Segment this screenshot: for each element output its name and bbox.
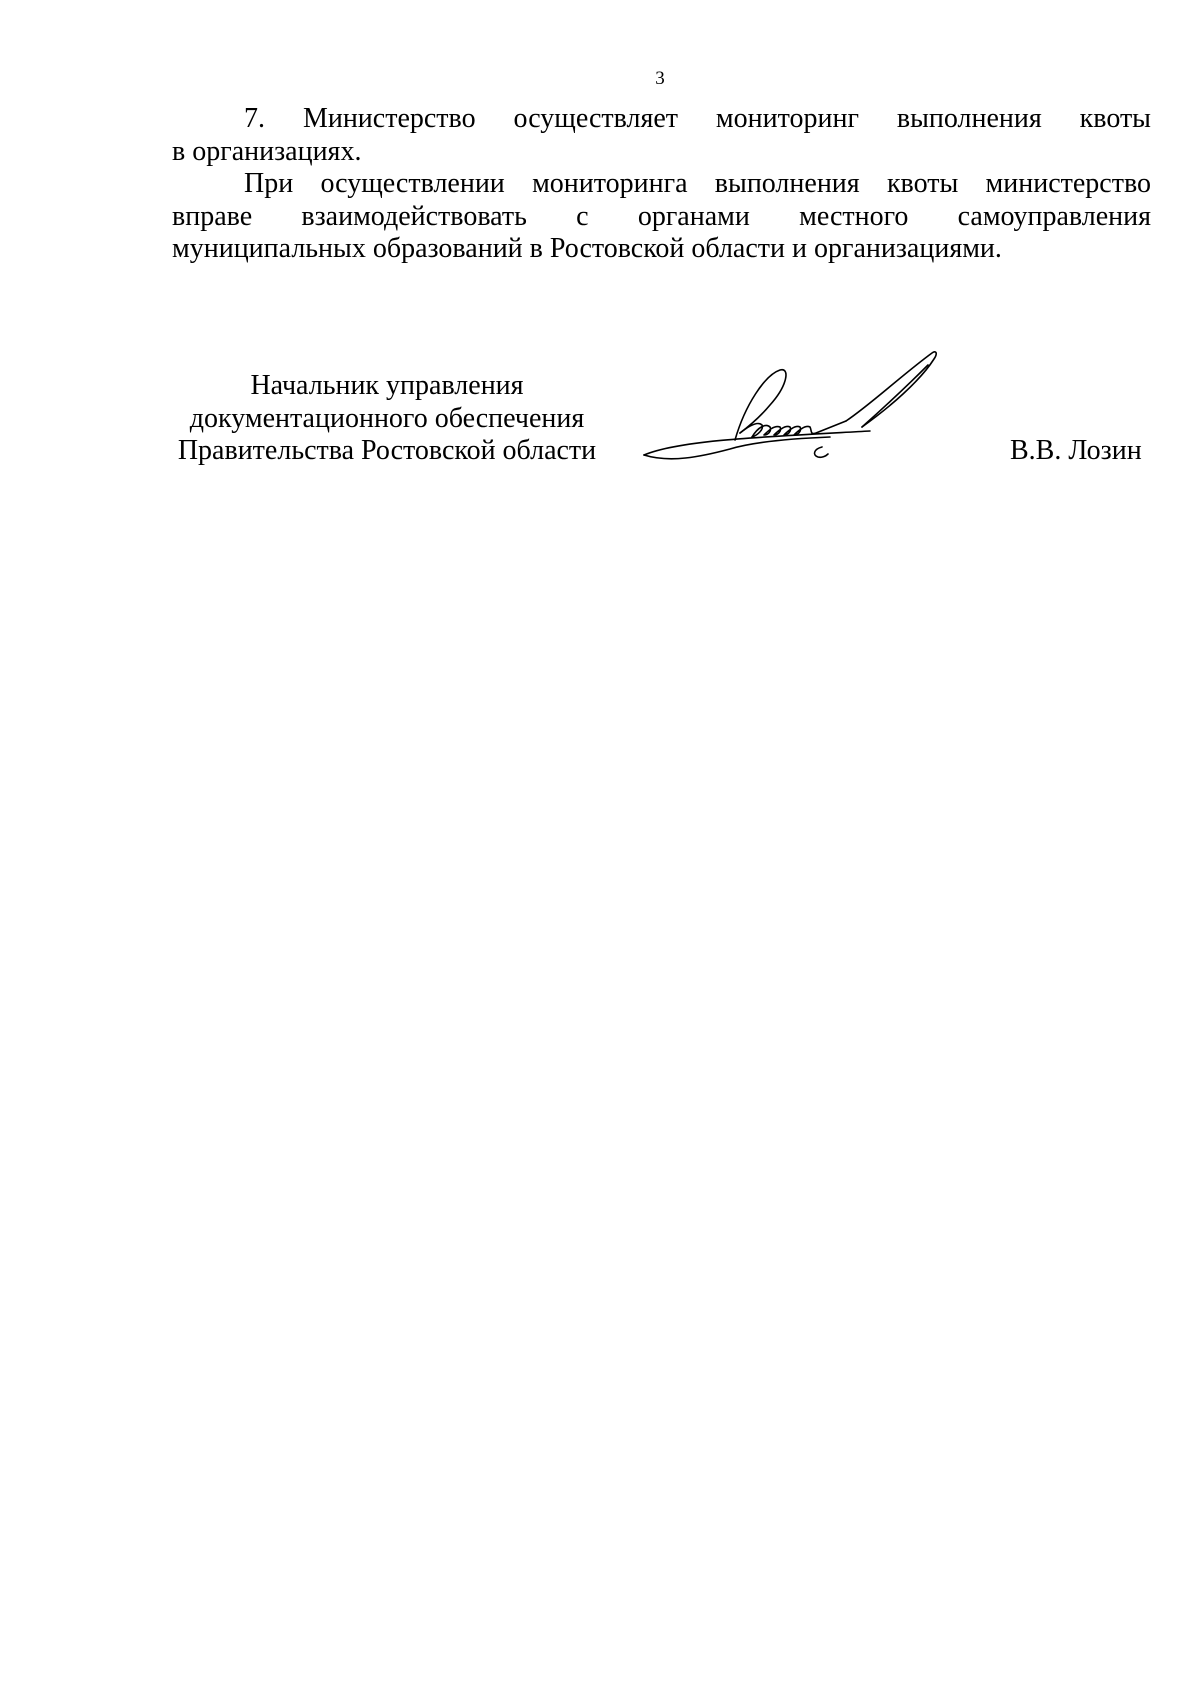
position-line: Правительства Ростовской области (177, 435, 597, 466)
handwritten-signature (640, 345, 990, 495)
position-line: документационного обеспечения (189, 402, 585, 434)
paragraph-line: вправе взаимодействовать с органами местного самоуправления (172, 200, 1151, 232)
page-number: 3 (655, 68, 665, 89)
paragraph-item-7 (172, 103, 1151, 168)
signatory-name: В.В. Лозин (1010, 435, 1142, 466)
paragraph-monitoring-interaction (172, 168, 1151, 266)
paragraph-line: 7. Министерство осуществляет мониторинг выполнения квоты (244, 103, 1151, 134)
paragraph-line: При осуществлении мониторинга выполнения квоты министерство (244, 168, 1151, 199)
position-line: Начальник управления (250, 370, 524, 401)
paragraph-line: муниципальных образований в Ростовской области и организациями. (172, 233, 1002, 264)
paragraph-line: в организациях. (172, 135, 362, 167)
document-body (172, 103, 1151, 266)
signatory-position (172, 370, 602, 468)
